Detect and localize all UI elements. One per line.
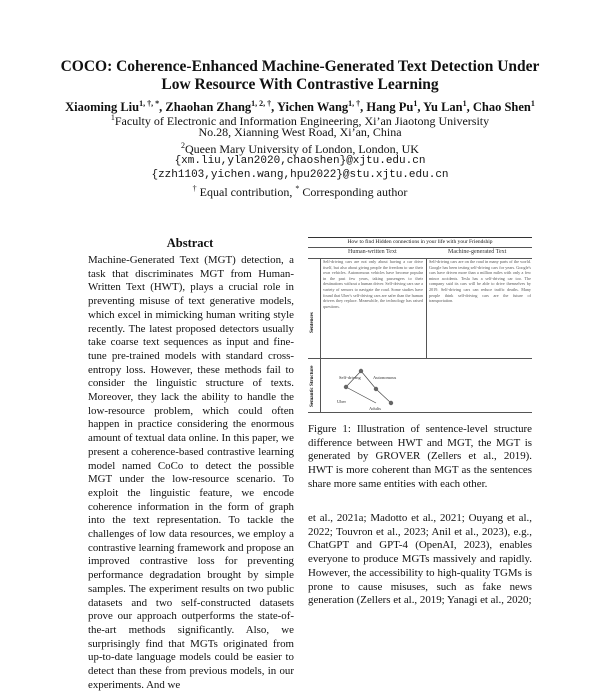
- author-name: Chao Shen: [472, 100, 531, 115]
- author-name: Yichen Wang: [276, 100, 349, 115]
- col-head-machine: Machine-generated Text: [448, 249, 507, 255]
- affil-text: Queen Mary University of London, London, UK: [185, 142, 419, 156]
- graph-label: Self-driving: [339, 375, 361, 380]
- author-name: Hang Pu: [366, 100, 414, 115]
- paper-title: [30, 58, 570, 94]
- email-line-1: {xm.liu,ylan2020,chaoshen}@xjtu.edu.cn: [174, 155, 426, 167]
- abstract-body: Machine-Generated Text (MGT) detection, a task that discriminates MGT from Human-Written Text (HWT), plays a crucial role in preventing misuse of text generative models, which excel in mimicking human writing style recently. The latest proposed detectors usually take coarse text sequences as input and fine-tune pre-trained models with standard cross-entropy loss. However, these methods fail to consider the linguistic structure of texts. Moreover, they lack the ability to handle the low-resource problem, which could often happen in practice considering the enormous amount of textual data online. In this paper, we present a coherence-based contrastive learning model named CoCo to detect the possible MGT under the low-resource scenario. To exploit the linguistic feature, we encode coherence information in the form of graph into the text representation. To tackle the challenges of low data resources, we employ a contrastive learning framework and propose an improved contrastive loss for preventing performance degradation brought by simple samples. The experiment results on two public datasets and two self-constructed datasets prove our approach outperforms the state-of-the-art methods significantly. Also, we surprisingly find that MGTs originated from up-to-date language models could be easier to detect than these from previous models, in our experiments. And we: [88, 254, 294, 691]
- graph-label: Adults: [369, 406, 382, 411]
- author-sup: 1, 2, †: [251, 99, 272, 108]
- col-head-human: Human-written Text: [348, 249, 397, 255]
- graph-edge: [361, 371, 376, 389]
- graph-edge: [346, 387, 376, 403]
- note-text: Corresponding author: [299, 185, 408, 199]
- figure-rule: [308, 247, 532, 248]
- figure-top-rule: [308, 237, 532, 238]
- figure-title: How to find Hidden connections in your life with your Friendship: [347, 239, 493, 245]
- figure-bottom-rule: [308, 412, 532, 413]
- author-name: Zhaohan Zhang: [165, 100, 252, 115]
- title-line-1: COCO: Coherence-Enhanced Machine-Generated Text Detection Under: [60, 58, 540, 75]
- graph-node: [344, 385, 348, 389]
- author-sup: 1: [413, 99, 418, 108]
- affil-sup: 1: [110, 113, 115, 122]
- affiliation-2: No.28, Xianning West Road, Xi’an, China: [198, 125, 402, 139]
- affil-text: Faculty of Electronic and Information Engineering, Xi’an Jiaotong University: [114, 114, 490, 128]
- human-text-cell: Self-driving cars are not only about having a car drive itself, but also about giving people the freedom to use their own vehicles. Autonomous vehicles have become popular in the past few years, taking passengers to their destinations without a human driver. Self-driving cars use a variety of sensors to navigate the road. Some studies have found that Uber's self-driving cars are safer than the human drivers they replace. Meanwhile, the technology has raised questions.: [323, 259, 423, 309]
- graph-edge: [376, 389, 391, 403]
- email-line-2: {zzh1103,yichen.wang,hpu2022}@stu.xjtu.edu.cn: [151, 169, 449, 181]
- contribution-note: [30, 182, 570, 199]
- dagger-mark: †: [192, 184, 197, 193]
- graph-node: [389, 401, 393, 405]
- figure-caption: Figure 1: Illustration of sentence-level structure difference between HWT and MGT, the MGT is generated by GROVER (Zellers et al., 2019). HWT is more coherent than MGT as the sentences share more same entities with each other.: [308, 423, 532, 490]
- author-list: Xiaoming Liu$^{1, \dagger, *}$, Zhaohan Zhang$^{1, 2, \dagger}$, Yichen Wang$^{1, \dagger}$, Hang Pu$^1$, Yu Lan$^1$, Chao Shen$^1$: [65, 99, 535, 115]
- graph-label: Uber: [337, 399, 346, 404]
- intro-paragraph: et al., 2021a; Madotto et al., 2021; Ouyang et al., 2022; Touvron et al., 2023; Anil et al., 2023), e.g., ChatGPT and GPT-4 (OpenAI, 2023), enables everyone to produce MGTs massively and rapidly. However, the accessibility to high-quality TGMs is prone to cause misuses, such as fake news generation (Zellers et al., 2019; Yanagi et al., 2020;: [308, 512, 532, 607]
- row-label-structure: Semantic Structure: [310, 365, 315, 407]
- abstract-heading: Abstract: [166, 236, 214, 250]
- column-separator: [426, 258, 427, 358]
- machine-text-cell: Self-driving cars are on the road in many parts of the world. Google has been testing self-driving cars for years. Google's cars have driven more than a million miles with only a few minor accidents. Tesla has a self-driving car too. The company said its cars will be able to drive themselves by 2019. Self-driving cars can reduce traffic deaths. Many people think self-driving cars are the future of transportation.: [429, 259, 531, 304]
- affil-sup: 2: [181, 141, 186, 150]
- author-sup: 1: [462, 99, 467, 108]
- author-name: Yu Lan: [423, 100, 463, 115]
- coherence-graph: [321, 359, 531, 413]
- author-sup: 1, †: [348, 99, 361, 108]
- graph-node: [374, 387, 378, 391]
- title-line-2: Low Resource With Contrastive Learning: [161, 76, 439, 93]
- star-mark: *: [295, 184, 300, 193]
- figure-1: [308, 237, 532, 413]
- note-text: Equal contribution,: [196, 185, 296, 199]
- graph-label: Autonomous: [373, 375, 397, 380]
- graph-node: [359, 369, 363, 373]
- author-name: Xiaoming Liu: [65, 100, 140, 115]
- row-label-sentences: Sentences: [310, 312, 315, 333]
- author-sup: 1, †, *: [139, 99, 160, 108]
- author-sup: 1: [530, 99, 535, 108]
